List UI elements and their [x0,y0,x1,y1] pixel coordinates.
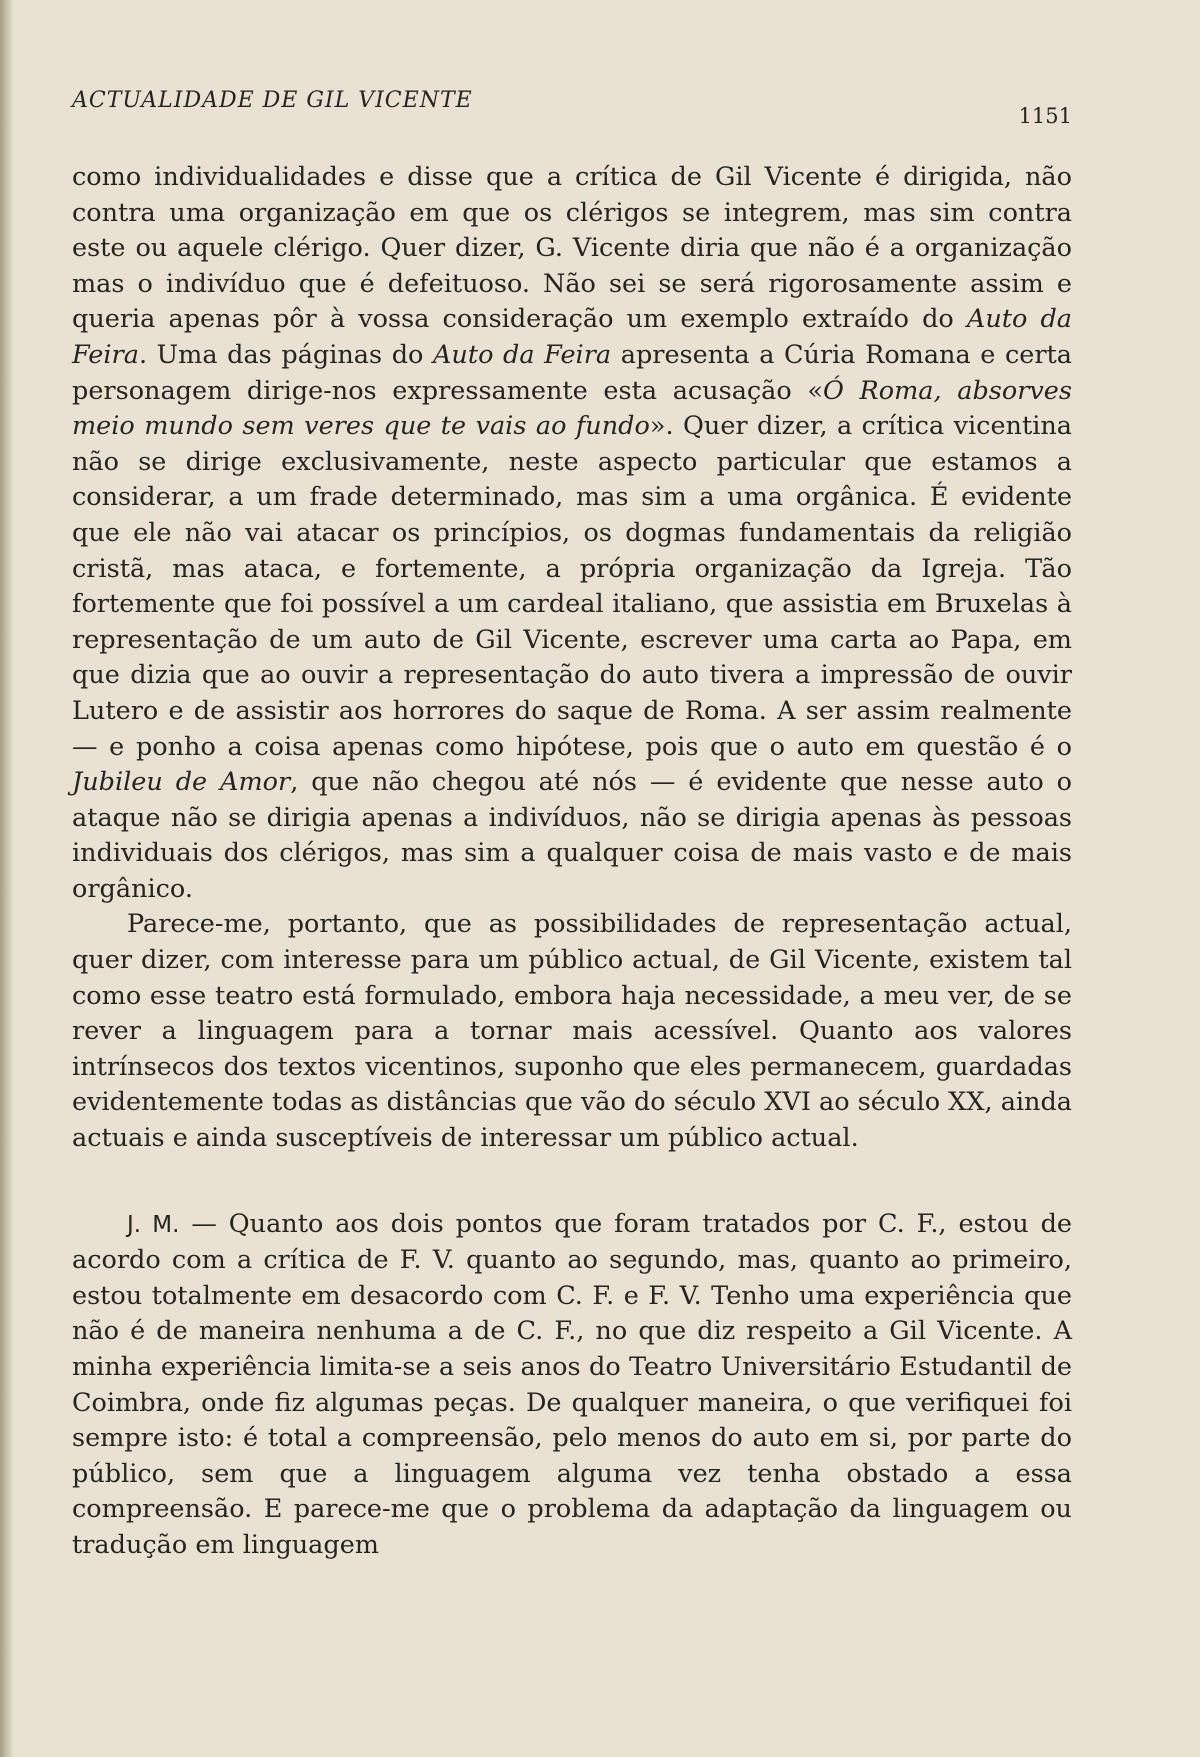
paragraph-1-title-auto-da-feira-1: Auto da Feira [72,304,1072,370]
paragraph-3 [72,1207,1072,1564]
paragraph-1-title-auto-da-feira-2: Auto da Feira [432,339,612,370]
speaker-initials: J. M. [127,1211,180,1238]
page-number: 1151 [1018,104,1072,128]
running-head [72,80,1072,130]
paragraph-1-title-jubileu-de-amor: Jubileu de Amor [72,767,291,798]
paragraph-1-text-3: apresenta a Cúria Romana e certa personagem dirige-nos expressamente esta acusação « [72,339,1073,406]
paragraph-1-text-1: como individualidades e disse que a crítica de Gil Vicente é dirigida, não contra uma organização em que os clérigos se integrem, mas sim contra este ou aquele clérigo. Quer dizer, G. Vicente diria que não é a organização mas o indivíduo que é defeituoso. Não sei se será rigorosamente assim e queria apenas pôr à vossa consideração um exemplo extraído do [72,162,1072,335]
paragraph-2: Parece-me, portanto, que as possibilidades de representação actual, quer dizer, com interesse para um público actual, de Gil Vicente, existem tal como esse teatro está formulado, embora haja necessidade, a meu ver, de se rever a linguagem para a tornar mais acessível. Quanto aos valores intrínsecos dos textos vicentinos, suponho que eles permanecem, guardadas evidentemente todas as distâncias que vão do século XVI ao século XX, ainda actuais e ainda susceptíveis de interessar um público actual. [72,909,1072,1154]
book-page [72,80,1072,1564]
paragraph-1-text-2: . Uma das páginas do [138,339,433,370]
paragraph-1-text-4: ». Quer dizer, a crítica vicentina não se dirige exclusivamente, neste aspecto particular que estamos a considerar, a um frade determinado, mas sim a uma orgânica. É evidente que ele não vai atacar os princípios, os dogmas fundamentais da religião cristã, mas ataca, e fortemente, a própria organização da Igreja. Tão fortemente que foi possível a um cardeal italiano, que assistia em Bruxelas à representação de um auto de Gil Vicente, escrever uma carta ao Papa, em que dizia que ao ouvir a representação do auto tivera a impressão de ouvir Lutero e de assistir aos horrores do saque de Roma. A ser assim realmente — e ponho a coisa apenas como hipótese, pois que o auto em questão é o [72,411,1073,762]
paragraph-1-quotation: Ó Roma, absorves meio mundo sem veres que te vais ao fundo [72,375,1072,442]
paragraph-1-text-5: , que não chegou até nós — é evidente que nesse auto o ataque não se dirigia apenas a indivíduos, não se dirigia apenas às pessoas individuais dos clérigos, mas sim a qualquer coisa de mais vasto e de mais orgânico. [72,767,1072,904]
page-gutter-shadow [0,0,14,1757]
body-text [72,160,1072,1564]
paragraph-1 [72,160,1072,907]
paragraph-3-text: — Quanto aos dois pontos que foram tratados por C. F., estou de acordo com a crítica de F. V. quanto ao segundo, mas, quanto ao primeiro, estou totalmente em desacordo com C. F. e F. V. Tenho uma experiência que não é de maneira nenhuma a de C. F., no que diz respeito a Gil Vicente. A minha experiência limita-se a seis anos do Teatro Universitário Estudantil de Coimbra, onde fiz algumas peças. De qualquer maneira, o que verifiquei foi sempre isto: é total a compreensão, pelo menos do auto em si, por parte do público, sem que a linguagem alguma vez tenha obstado a essa compreensão. E parece-me que o problema da adaptação da linguagem ou tradução em linguagem [72,1208,1072,1560]
running-head-title: ACTUALIDADE DE GIL VICENTE [72,88,473,113]
